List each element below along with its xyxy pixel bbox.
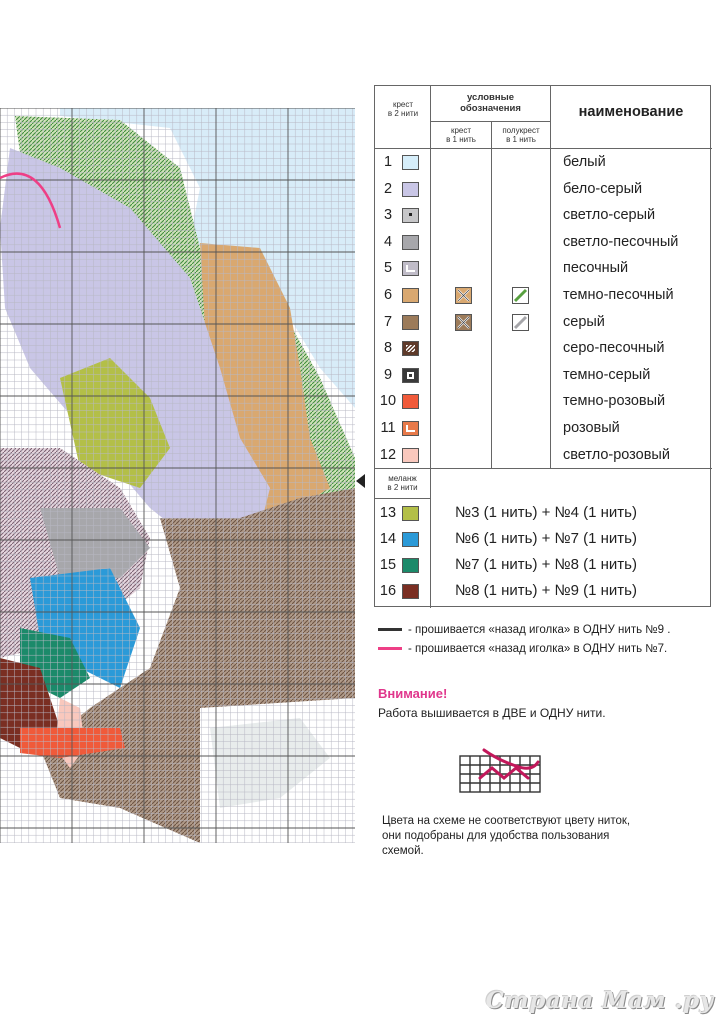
thread-color-name: серый bbox=[563, 313, 605, 330]
half-cross-symbol-icon bbox=[512, 287, 529, 304]
header-cross-2: крест в 2 нити bbox=[387, 100, 419, 118]
legend-row-number: 2 bbox=[383, 180, 393, 197]
legend-row bbox=[375, 230, 712, 257]
legend-row-number: 15 bbox=[379, 557, 397, 573]
color-swatch bbox=[402, 421, 419, 436]
legend-row bbox=[375, 389, 712, 416]
color-swatch bbox=[402, 155, 419, 170]
thread-color-name: светло-серый bbox=[563, 207, 656, 224]
legend-row bbox=[375, 336, 712, 363]
legend-row-number: 11 bbox=[380, 420, 396, 436]
disclaimer-text: Цвета на схеме не соответствуют цвету ниток, они подобраны для удобства пользования схемой. bbox=[382, 815, 631, 857]
color-swatch bbox=[402, 182, 419, 197]
cross-symbol-icon bbox=[455, 287, 472, 304]
thread-color-name: светло-розовый bbox=[563, 446, 670, 463]
color-swatch bbox=[402, 448, 419, 463]
legend-row bbox=[375, 150, 712, 177]
legend-row-number: 16 bbox=[379, 583, 397, 599]
square-symbol-icon bbox=[407, 372, 414, 379]
corner-symbol-icon bbox=[406, 265, 415, 272]
legend-row-number: 9 bbox=[383, 366, 393, 383]
legend-row-number: 8 bbox=[383, 340, 393, 357]
legend-row bbox=[375, 443, 712, 470]
backstitch-note-pink: - прошивается «назад иголка» в ОДНУ нить №7. bbox=[378, 643, 718, 655]
legend-row-number: 3 bbox=[383, 207, 393, 224]
legend-row-number: 10 bbox=[379, 393, 397, 410]
legend-row-number: 14 bbox=[379, 531, 397, 547]
half-cross-symbol-icon bbox=[512, 314, 529, 331]
legend-row-number: 4 bbox=[383, 233, 393, 250]
color-swatch bbox=[402, 315, 419, 330]
cross-stitch-needle-icon bbox=[458, 744, 548, 796]
color-swatch bbox=[402, 532, 419, 547]
thread-color-name: белый bbox=[563, 154, 606, 170]
melange-formula: №7 (1 нить) + №8 (1 нить) bbox=[455, 556, 637, 573]
cross-symbol-icon bbox=[455, 314, 472, 331]
color-swatch bbox=[402, 506, 419, 521]
melange-row bbox=[375, 579, 712, 606]
pattern-grid bbox=[0, 108, 355, 843]
legend-row-number: 7 bbox=[383, 313, 393, 330]
legend-row bbox=[375, 416, 712, 443]
color-swatch bbox=[402, 288, 419, 303]
thread-color-name: светло-песочный bbox=[563, 233, 679, 250]
legend-row-number: 1 bbox=[383, 154, 393, 170]
color-swatch bbox=[402, 235, 419, 250]
thread-color-name: темно-песочный bbox=[563, 287, 674, 303]
melange-row bbox=[375, 553, 712, 580]
legend-row bbox=[375, 310, 712, 337]
legend-row bbox=[375, 283, 712, 310]
attention-text: Работа вышивается в ДВЕ и ОДНУ нити. bbox=[378, 706, 606, 720]
thread-color-name: темно-серый bbox=[563, 366, 651, 383]
legend-row bbox=[375, 177, 712, 204]
attention-title: Внимание! bbox=[378, 686, 448, 701]
thread-color-name: розовый bbox=[563, 420, 620, 436]
color-swatch bbox=[402, 368, 419, 383]
color-swatch bbox=[402, 584, 419, 599]
melange-formula: №6 (1 нить) + №7 (1 нить) bbox=[455, 530, 637, 547]
color-legend-table bbox=[374, 85, 711, 607]
thread-color-name: бело-серый bbox=[563, 180, 643, 197]
legend-row bbox=[375, 363, 712, 390]
color-swatch bbox=[402, 394, 419, 409]
triangle-left-marker-icon bbox=[356, 474, 365, 488]
color-swatch bbox=[402, 208, 419, 223]
legend-row-number: 13 bbox=[379, 505, 397, 521]
color-swatch bbox=[402, 261, 419, 276]
header-symbols: условные обозначения bbox=[460, 92, 521, 114]
pink-line-icon bbox=[378, 647, 402, 650]
header-name: наименование bbox=[578, 104, 684, 120]
legend-row-number: 12 bbox=[379, 446, 397, 463]
checker-symbol-icon bbox=[406, 345, 415, 352]
legend-row bbox=[375, 203, 712, 230]
melange-formula: №8 (1 нить) + №9 (1 нить) bbox=[455, 582, 637, 599]
thread-color-name: серо-песочный bbox=[563, 340, 665, 357]
color-swatch bbox=[402, 558, 419, 573]
watermark: Страна Мам .ру bbox=[485, 987, 714, 1014]
corner-symbol-icon bbox=[406, 425, 415, 432]
thread-color-name: песочный bbox=[563, 260, 629, 277]
cross-stitch-pattern-chart bbox=[0, 108, 355, 843]
melange-row bbox=[375, 527, 712, 554]
melange-formula: №3 (1 нить) + №4 (1 нить) bbox=[455, 504, 637, 521]
melange-label: меланж в 2 нити bbox=[387, 474, 418, 492]
header-cross-1: крест в 1 нить bbox=[446, 126, 476, 144]
melange-row bbox=[375, 501, 712, 528]
backstitch-note-dark: - прошивается «назад иголка» в ОДНУ нить №9 . bbox=[378, 624, 718, 636]
legend-row-number: 6 bbox=[383, 287, 393, 303]
dark-line-icon bbox=[378, 628, 402, 631]
legend-row-number: 5 bbox=[383, 260, 393, 277]
header-half-cross-1: полукрест в 1 нить bbox=[502, 126, 540, 144]
color-swatch bbox=[402, 341, 419, 356]
legend-row bbox=[375, 256, 712, 283]
dot-symbol-icon bbox=[409, 213, 412, 216]
thread-color-name: темно-розовый bbox=[563, 393, 666, 410]
